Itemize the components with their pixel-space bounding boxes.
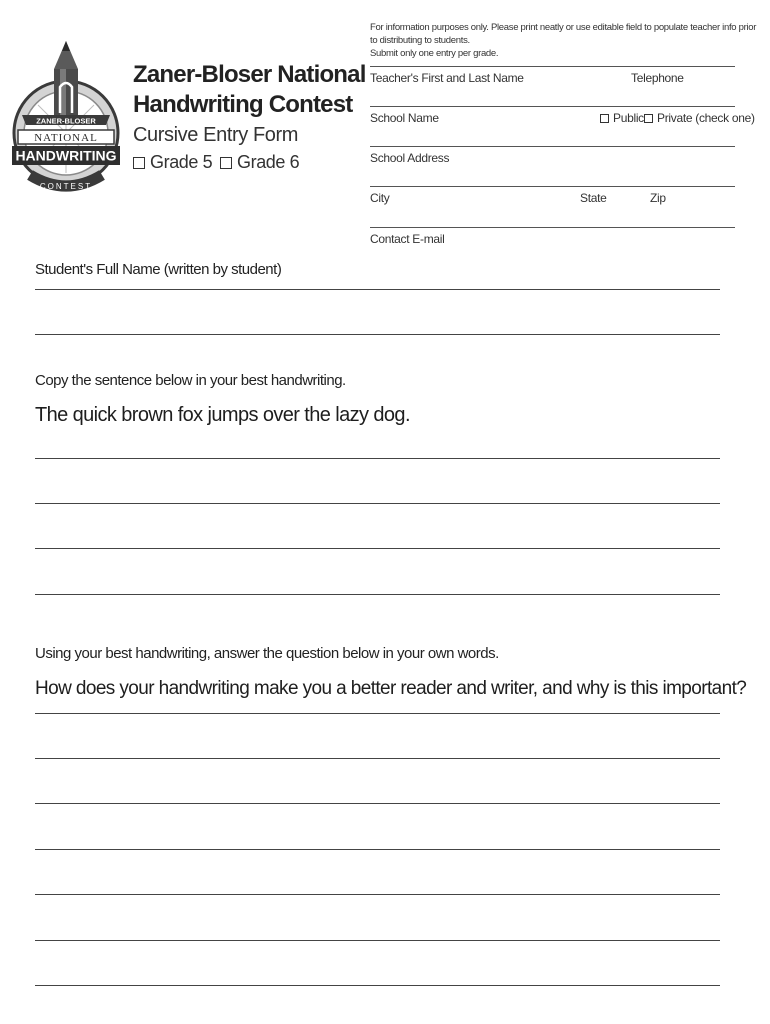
question-instruction: Using your best handwriting, answer the question below in your own words.	[35, 645, 499, 662]
answer-line-4[interactable]	[35, 849, 720, 850]
copy-sentence: The quick brown fox jumps over the lazy dog.	[35, 404, 410, 426]
grade-5-option[interactable]	[133, 152, 212, 173]
grade-5-label: Grade 5	[150, 152, 213, 172]
form-title	[133, 60, 366, 120]
school-name-line[interactable]	[370, 106, 735, 107]
answer-line-6[interactable]	[35, 940, 720, 941]
question-text: How does your handwriting make you a better reader and writer, and why is this important?	[35, 678, 747, 699]
notice-line-1: For information purposes only. Please print neatly or use editable field to populate teacher info prior to distributing to students.	[370, 22, 757, 46]
teacher-name-line[interactable]	[370, 66, 735, 67]
answer-line-5[interactable]	[35, 894, 720, 895]
logo-brand: ZANER-BLOSER	[36, 116, 96, 126]
state-label: State	[580, 191, 607, 205]
contact-email-line[interactable]	[370, 227, 735, 228]
private-option[interactable]	[644, 111, 755, 125]
grade-6-option[interactable]	[220, 152, 299, 173]
school-name-label: School Name	[370, 111, 439, 125]
logo-national: NATIONAL	[34, 132, 98, 144]
school-address-label: School Address	[370, 151, 450, 165]
zip-label: Zip	[650, 191, 666, 205]
copy-writing-line-3[interactable]	[35, 548, 720, 549]
student-name-label: Student's Full Name (written by student)	[35, 261, 282, 278]
student-name-line-1[interactable]	[35, 289, 720, 290]
answer-line-1[interactable]	[35, 713, 720, 714]
private-label: Private (check one)	[657, 111, 755, 125]
grade-6-label: Grade 6	[237, 152, 300, 172]
city-line[interactable]	[370, 186, 735, 187]
public-option[interactable]	[600, 111, 644, 125]
logo-handwriting: HANDWRITING	[15, 147, 117, 164]
city-label: City	[370, 191, 390, 205]
title-line-1: Zaner-Bloser National	[133, 61, 366, 88]
answer-line-7[interactable]	[35, 985, 720, 986]
telephone-label: Telephone	[631, 71, 684, 85]
answer-line-2[interactable]	[35, 758, 720, 759]
copy-writing-line-2[interactable]	[35, 503, 720, 504]
logo-contest: CONTEST	[39, 182, 93, 191]
copy-writing-line-1[interactable]	[35, 458, 720, 459]
copy-instruction: Copy the sentence below in your best handwriting.	[35, 372, 346, 389]
form-subtitle: Cursive Entry Form	[133, 124, 299, 146]
teacher-name-label: Teacher's First and Last Name	[370, 71, 524, 85]
notice-line-2: Submit only one entry per grade.	[370, 48, 499, 59]
public-checkbox[interactable]	[600, 114, 609, 123]
logo-emblem	[10, 35, 122, 207]
grade-5-checkbox[interactable]	[133, 157, 145, 169]
student-name-line-2[interactable]	[35, 334, 720, 335]
grade-6-checkbox[interactable]	[220, 157, 232, 169]
school-address-line[interactable]	[370, 146, 735, 147]
title-line-2: Handwriting Contest	[133, 91, 353, 118]
private-checkbox[interactable]	[644, 114, 653, 123]
public-label: Public	[613, 111, 644, 125]
answer-line-3[interactable]	[35, 803, 720, 804]
info-notice	[370, 21, 760, 60]
contest-logo	[10, 35, 122, 207]
contact-email-label: Contact E-mail	[370, 232, 445, 246]
copy-writing-line-4[interactable]	[35, 594, 720, 595]
